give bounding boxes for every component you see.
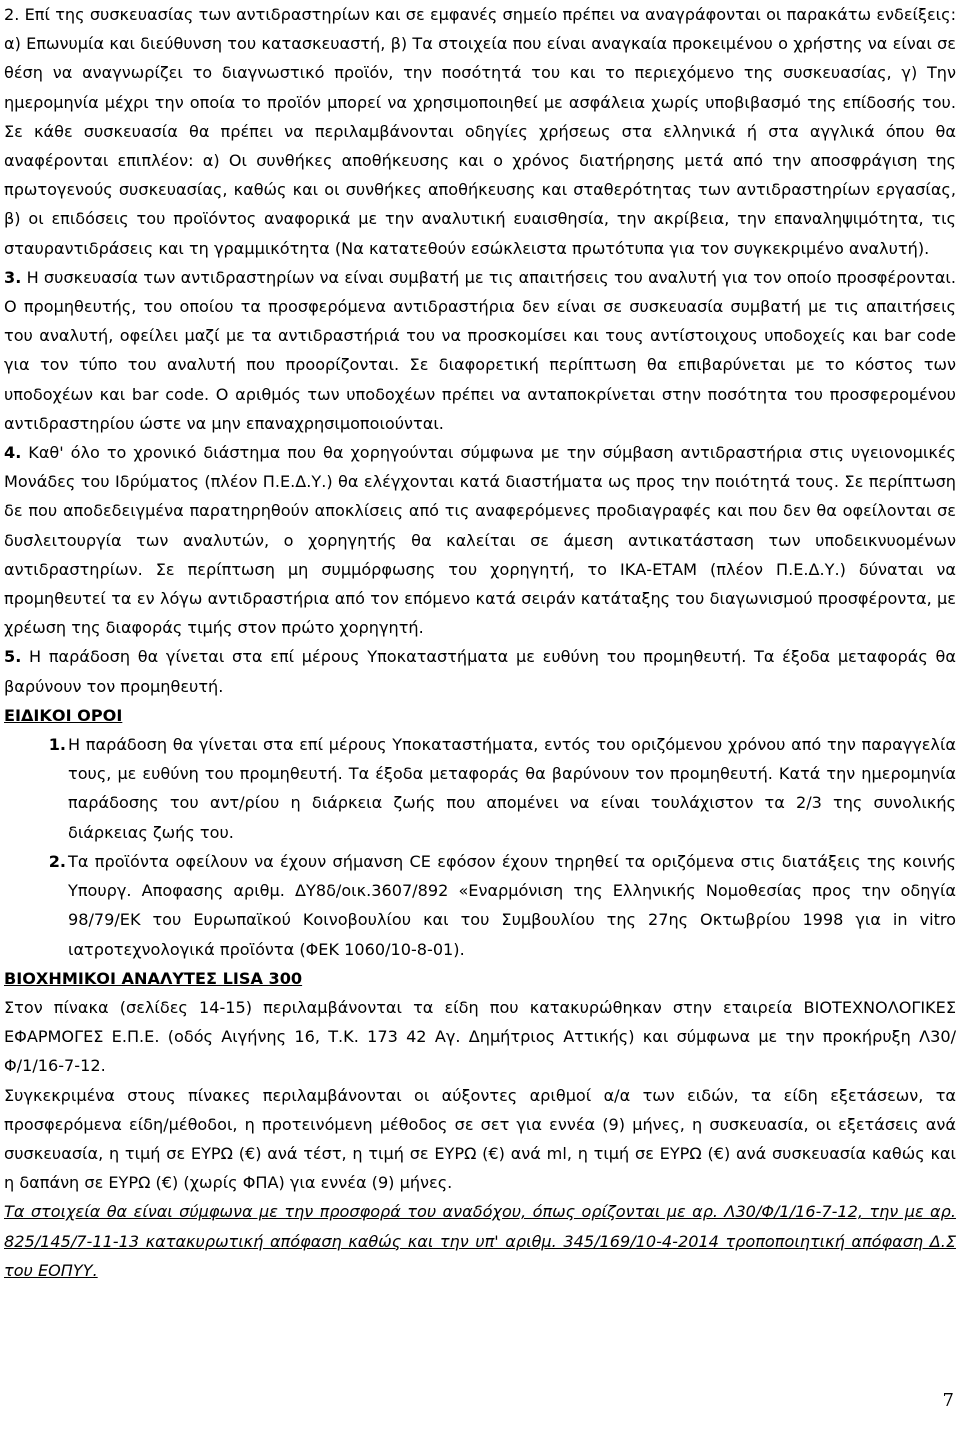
paragraph-5: [4, 642, 956, 700]
lisa-paragraph-2: Συγκεκριμένα στους πίνακες περιλαμβάνονται οι αύξοντες αριθμοί α/α των ειδών, τα είδη εξετάσεων, τα προσφερόμενα είδη/μέθοδοι, η προτεινόμενη μέθοδος σε σετ για εννέα (9) μήνες, η συσκευασία, οι εξετάσεις ανά συσκευασία, η τιμή σε ΕΥΡΩ (€) ανά τέστ, η τιμή σε ΕΥΡΩ (€) ανά ml, η τιμή σε ΕΥΡΩ (€) ανά συσκευασία καθώς και η δαπάνη σε ΕΥΡΩ (€) (χωρίς ΦΠΑ) για εννέα (9) μήνες.: [4, 1085, 956, 1193]
paragraph-4-text: Καθ' όλο το χρονικό διάστημα που θα χορηγούνται σύμφωνα με την σύμβαση αντιδραστήρια στις υγειονομικές Μονάδες του Ιδρύματος (πλέον Π.Ε.Δ.Υ.) θα ελέγχονται κατά διαστήματα ως προς την ποιότητά τους. Σε περίπτωση δε που αποδεδειγμένα παρατηρηθούν αποκλίσεις από τις αναφερόμενες προδιαγραφές και που δεν θα οφείλονται σε δυσλειτουργία των αναλυτών, ο χορηγητής θα καλείται σε άμεση αντικατάσταση των υποδεικνυομένων αντιδραστηρίων. Σε περίπτωση μη συμμόρφωσης του χορηγητή, το ΙΚΑ-ΕΤΑΜ (πλέον Π.Ε.Δ.Υ.) δύναται να προμηθευτεί τα εν λόγω αντιδραστήρια από τον επόμενο κατά σειράν κατάταξης του διαγωνισμού προσφέροντα, με χρέωση της διαφοράς τιμής στον πρώτο χορηγητή.: [4, 443, 956, 638]
lisa-paragraph-1: Στον πίνακα (σελίδες 14-15) περιλαμβάνονται τα είδη που κατακυρώθηκαν στην εταιρεία ΒΙΟΤΕΧΝΟΛΟΓΙΚΕΣ ΕΦΑΡΜΟΓΕΣ Ε.Π.Ε. (οδός Αιγήνης 16, Τ.Κ. 173 42 Αγ. Δημήτριος Αττικής) και σύμφωνα με την προκήρυξη Λ30/Φ/1/16-7-12.: [4, 997, 956, 1076]
special-term-text: Τα προϊόντα οφείλουν να έχουν σήμανση CE εφόσον έχουν τηρηθεί τα οριζόμενα στις διατάξεις της κοινής Υπουργ. Αποφασης αριθμ. ΔΥ8δ/οικ.3607/892 «Εναρμόνιση της Ελληνικής Νομοθεσίας προς την οδηγία 98/79/ΕΚ του Ευρωπαϊκού Κοινοβουλίου και του Συμβουλίου της 27ης Οκτωβρίου 1998 για in vitro ιατροτεχνολογικά προϊόντα (ΦΕΚ 1060/10-8-01).: [68, 851, 956, 959]
page-number: 7: [942, 1390, 954, 1411]
paragraph-2: 2. Επί της συσκευασίας των αντιδραστηρίων και σε εμφανές σημείο πρέπει να αναγράφονται οι παρακάτω ενδείξεις: α) Επωνυμία και διεύθυνση του κατασκευαστή, β) Τα στοιχεία που είναι αναγκαία προκειμένου ο χρήστης να είναι σε θέση να αναγνωρίζει το διαγνωστικό προϊόν, την ποσότητά του και το περιεχόμενο της συσκευασίας, γ) Την ημερομηνία μέχρι την οποία το προϊόν μπορεί να χρησιμοποιηθεί με ασφάλεια χωρίς υποβιβασμό της επίδοσής του. Σε κάθε συσκευασία θα πρέπει να περιλαμβάνονται οδηγίες χρήσεως στα ελληνικά ή στα αγγλικά όπου θα αναφέρονται επιπλέον: α) Οι συνθήκες αποθήκευσης και ο χρόνος διατήρησης μετά από την αποσφράγιση της πρωτογενούς συσκευασίας, καθώς και οι συνθήκες αποθήκευσης και σταθερότητας των αντιδραστηρίων εργασίας, β) οι επιδόσεις του προϊόντος αναφορικά με την αναλυτική ευαισθησία, την ακρίβεια, την επαναληψιμότητα, τις σταυραντιδράσεις και τη γραμμικότητα (Να κατατεθούν εσώκλειστα πρωτότυπα για τον συγκεκριμένο αναλυτή).: [4, 5, 956, 258]
lisa-note: Τα στοιχεία θα είναι σύμφωνα με την προσφορά του αναδόχου, όπως ορίζονται με αρ. Λ30/Φ/1/16-7-12, την με αρ. 825/145/7-11-13 κατακυρωτική απόφαση καθώς και την υπ' αριθμ. 345/169/10-4-2014 τροποποιητική απόφαση Δ.Σ του ΕΟΠΥΥ.: [4, 1202, 956, 1280]
paragraph-3-number: 3.: [4, 267, 22, 287]
special-terms-heading: ΕΙΔΙΚΟΙ ΟΡΟΙ: [4, 705, 123, 725]
special-term-text: Η παράδοση θα γίνεται στα επί μέρους Υποκαταστήματα, εντός του οριζόμενου χρόνου από την παραγγελία τους, με ευθύνη του προμηθευτή. Τα έξοδα μεταφοράς θα βαρύνουν τον προμηθευτή. Κατά την ημερομηνία παράδοσης του αντ/ρίου η διάρκεια ζωής που απομένει να είναι τουλάχιστον τα 2/3 της συνολικής διάρκειας ζωής του.: [68, 735, 956, 842]
paragraph-5-text: Η παράδοση θα γίνεται στα επί μέρους Υποκαταστήματα με ευθύνη του προμηθευτή. Τα έξοδα μεταφοράς θα βαρύνουν τον προμηθευτή.: [4, 647, 956, 696]
paragraph-4-number: 4.: [4, 443, 22, 463]
special-term-number: 2.: [48, 851, 66, 871]
paragraph-3: [4, 263, 956, 438]
paragraph-5-number: 5.: [4, 647, 22, 667]
special-term-number: 1.: [48, 735, 66, 755]
special-term-item: [4, 730, 956, 847]
document-page: [4, 0, 956, 1285]
paragraph-3-text: Η συσκευασία των αντιδραστηρίων να είναι συμβατή με τις απαιτήσεις του αναλυτή για τον οποίο προσφέρονται. Ο προμηθευτής, του οποίου τα προσφερόμενα αντιδραστήρια δεν είναι σε συσκευασία συμβατή με τις απαιτήσεις του αναλυτή, οφείλει μαζί με τα αντιδραστήριά του να προσκομίσει και τους αντίστοιχους υποδοχείς και bar code για τον τύπο του αναλυτή που προορίζονται. Σε διαφορετική περίπτωση θα επιβαρύνεται με το κόστος των υποδοχέων και bar code. Ο αριθμός των υποδοχέων πρέπει να ανταποκρίνεται στην ποσότητα του προσφερομένου αντιδραστηρίου ώστε να μην επαναχρησιμοποιούνται.: [4, 267, 956, 433]
special-term-item: [4, 847, 956, 964]
paragraph-4: [4, 438, 956, 642]
lisa-heading: ΒΙΟΧΗΜΙΚΟΙ ΑΝΑΛΥΤΕΣ LISA 300: [4, 968, 303, 988]
